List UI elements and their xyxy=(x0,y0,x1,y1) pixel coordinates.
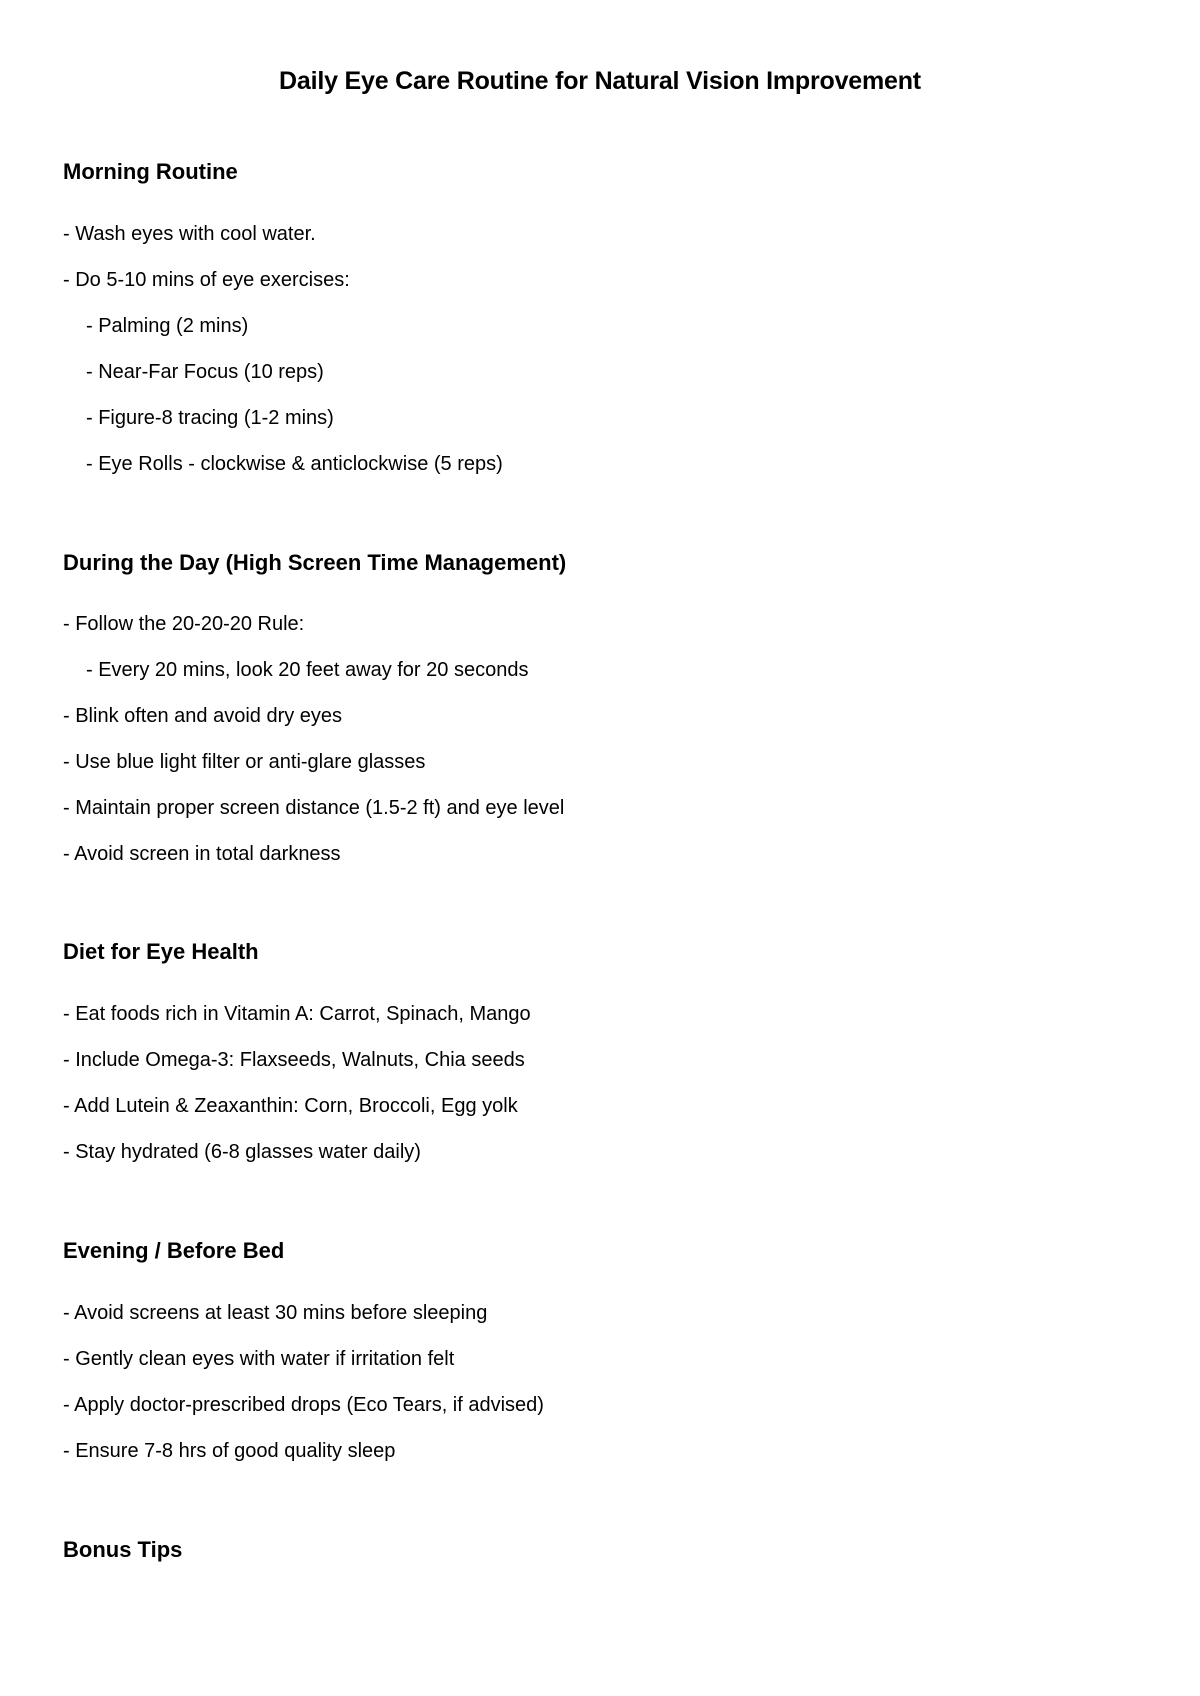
list-item: - Include Omega-3: Flaxseeds, Walnuts, Chia seeds xyxy=(63,1049,525,1071)
list-item: - Apply doctor-prescribed drops (Eco Tears, if advised) xyxy=(63,1394,544,1416)
section-heading-morning-routine: Morning Routine xyxy=(63,159,238,184)
list-item: - Follow the 20-20-20 Rule: xyxy=(63,613,305,635)
list-item: - Do 5-10 mins of eye exercises: xyxy=(63,269,350,291)
list-item: - Gently clean eyes with water if irritation felt xyxy=(63,1348,455,1370)
list-item: - Avoid screens at least 30 mins before sleeping xyxy=(63,1302,488,1324)
section-heading-during-the-day: During the Day (High Screen Time Management) xyxy=(63,550,567,575)
list-item: - Stay hydrated (6-8 glasses water daily) xyxy=(63,1141,421,1163)
list-item: - Avoid screen in total darkness xyxy=(63,843,341,865)
section-heading-evening: Evening / Before Bed xyxy=(63,1238,285,1263)
section-heading-diet: Diet for Eye Health xyxy=(63,939,259,964)
sub-list-item: - Palming (2 mins) xyxy=(86,315,249,337)
section-heading-bonus-tips: Bonus Tips xyxy=(63,1537,183,1562)
list-item: - Wash eyes with cool water. xyxy=(63,223,316,245)
list-item: - Blink often and avoid dry eyes xyxy=(63,705,343,727)
sub-list-item: - Every 20 mins, look 20 feet away for 20 seconds xyxy=(86,659,529,681)
list-item: - Add Lutein & Zeaxanthin: Corn, Broccoli, Egg yolk xyxy=(63,1095,518,1117)
sub-list-item: - Eye Rolls - clockwise & anticlockwise (5 reps) xyxy=(86,453,503,475)
sub-list-item: - Near-Far Focus (10 reps) xyxy=(86,361,324,383)
list-item: - Maintain proper screen distance (1.5-2 ft) and eye level xyxy=(63,797,565,819)
document-title: Daily Eye Care Routine for Natural Vision Improvement xyxy=(279,67,921,95)
list-item: - Use blue light filter or anti-glare glasses xyxy=(63,751,426,773)
list-item: - Ensure 7-8 hrs of good quality sleep xyxy=(63,1440,396,1462)
sub-list-item: - Figure-8 tracing (1-2 mins) xyxy=(86,407,334,429)
list-item: - Eat foods rich in Vitamin A: Carrot, Spinach, Mango xyxy=(63,1003,531,1025)
